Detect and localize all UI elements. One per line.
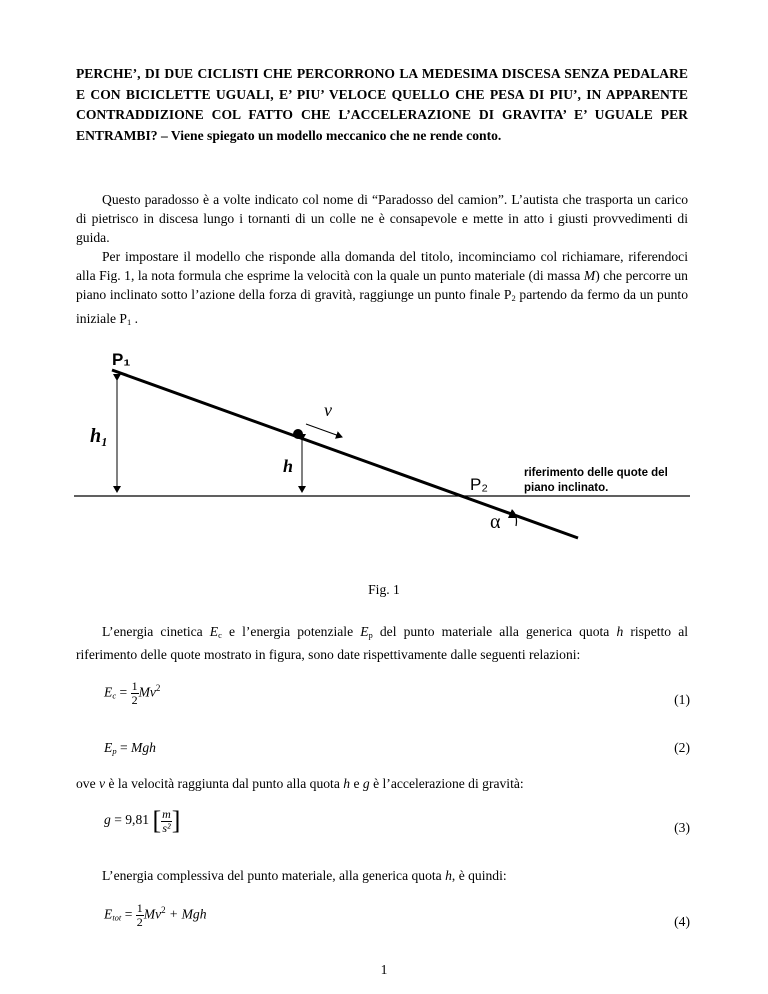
eq1-den: 2 — [131, 693, 138, 707]
p4-g-symbol: g — [362, 776, 370, 791]
p3-ec-sub: c — [218, 630, 222, 640]
equation-1 — [104, 680, 160, 707]
eq2-equals: = — [116, 740, 132, 755]
p4-text-a: ove — [76, 776, 100, 791]
eq4-fraction — [136, 902, 144, 929]
paragraph-1 — [76, 190, 688, 248]
p3-text-b: e l’energia potenziale — [221, 624, 361, 639]
paragraph-5 — [76, 866, 688, 885]
figure-caption: Fig. 1 — [368, 582, 400, 597]
p2-text-b: ) che percorre un piano inclinato sotto l’azione della forza di gravità, raggiunge un punto finale — [76, 268, 688, 303]
p4-text-d: è l’accelerazione di gravità: — [369, 776, 524, 791]
eq3-fraction — [161, 808, 172, 835]
p2-text-d: . — [131, 310, 139, 326]
eq1-fraction — [131, 680, 139, 707]
p2-text-a: Per impostare il modello che risponde alla domanda del titolo, incominciamo col richiamare, riferendoci alla Fig. 1, la nota formula che esprime la velocità con la quale un punto materiale (di massa — [76, 249, 688, 284]
p5-text-a: L’energia complessiva del punto materiale, alla generica quota — [102, 868, 446, 883]
equation-4 — [104, 902, 207, 929]
label-alpha: α — [490, 511, 501, 533]
p3-text-d: rispetto al riferimento delle quote mostrato in figura, sono date rispettivamente dalle seguenti relazioni: — [76, 624, 689, 663]
page-number: 1 — [380, 962, 388, 977]
p2-point-p2: P — [503, 287, 512, 303]
p2-point-p2-sub: 2 — [511, 293, 516, 304]
velocity-arrow — [306, 424, 342, 437]
eq3-den: s² — [162, 820, 171, 835]
p5-h-symbol: h — [445, 868, 452, 883]
eq1-lhs: E — [104, 684, 113, 700]
p3-ep-symbol: E — [360, 624, 369, 639]
eq4-den: 2 — [136, 915, 143, 929]
label-h: h — [283, 456, 294, 476]
eq2-rhs: Mgh — [131, 740, 156, 755]
eq3-left-bracket: [ — [152, 806, 162, 835]
p5-text-b: , è quindi: — [451, 868, 507, 883]
equation-4-number: (4) — [674, 914, 690, 929]
eq4-sup: 2 — [161, 905, 166, 916]
equation-3-number: (3) — [674, 820, 690, 835]
paragraph-2 — [76, 247, 688, 332]
eq4-sub: tot — [112, 912, 122, 923]
p4-text-b: è la velocità raggiunta dal punto alla quota — [105, 776, 344, 791]
equation-3 — [104, 806, 180, 836]
inclined-plane-figure — [0, 350, 768, 560]
paragraph-1-text: Questo paradosso è a volte indicato col nome di “Paradosso del camion”. L’autista che trasporta un carico di pietrisco in discesa lungo i tornanti di un colle ne è consapevole e mette in atto i giusti provvedimenti di guida. — [76, 192, 688, 246]
equation-2 — [104, 740, 156, 756]
eq3-lhs: g — [104, 812, 111, 828]
inclined-plane-line — [112, 370, 578, 538]
eq1-sup: 2 — [155, 683, 161, 694]
p2-point-p1: P — [119, 310, 127, 326]
material-point — [293, 429, 303, 439]
paper-title — [76, 64, 688, 146]
eq4-rhs2: + Mgh — [165, 906, 207, 922]
label-p2: P₂ — [470, 475, 488, 494]
label-h1: h₁ — [90, 425, 109, 447]
p2-mass-symbol: M — [583, 268, 596, 284]
p4-v-symbol: v — [99, 776, 106, 791]
equation-2-number: (2) — [674, 740, 690, 755]
reference-note-line-1: riferimento delle quote del — [524, 467, 668, 479]
paragraph-3 — [76, 622, 688, 664]
eq4-lhs: E — [104, 906, 113, 922]
reference-note-line-2: piano inclinato. — [524, 482, 609, 494]
eq2-sub: p — [112, 746, 117, 756]
p4-text-c: e — [350, 776, 363, 791]
title-bold: PERCHE’, DI DUE CICLISTI CHE PERCORRONO LA MEDESIMA DISCESA SENZA PEDALARE E CON BICICLETTE UGUALI, E’ PIU’ VELOCE QUELLO CHE PESA DI PIU’, IN APPARENTE CONTRADDIZIONE COL FATTO CHE L’ACCELERAZIONE DI GRAVITA’ E’ UGUALE PER ENTRAMBI? — [76, 66, 688, 143]
paragraph-4 — [76, 774, 688, 793]
p3-h-symbol: h — [616, 624, 624, 639]
label-p1: P₁ — [112, 350, 131, 369]
p3-ep-sub: p — [368, 630, 373, 640]
p2-text-c: partendo da fermo da un punto iniziale — [76, 287, 688, 326]
label-v: v — [324, 400, 332, 420]
eq3-num: m — [162, 806, 171, 821]
eq3-value: = 9,81 — [110, 812, 153, 828]
eq3-right-bracket: ] — [171, 806, 181, 835]
p2-point-p1-sub: 1 — [126, 316, 132, 327]
p3-text-c: del punto materiale alla generica quota — [372, 624, 617, 639]
p3-text-a: L’energia cinetica — [102, 624, 210, 639]
eq1-equals: = — [116, 684, 131, 700]
eq1-sub: c — [112, 690, 117, 701]
title-tail: – Viene spiegato un modello meccanico che ne rende conto. — [157, 127, 502, 143]
p3-ec-symbol: E — [209, 624, 219, 639]
eq4-equals: = — [121, 906, 136, 922]
eq1-rhs: Mv — [138, 684, 156, 700]
eq4-num: 1 — [136, 901, 143, 915]
eq4-rhs: Mv — [143, 906, 162, 922]
equation-1-number: (1) — [674, 692, 690, 707]
p4-h-symbol: h — [343, 776, 351, 791]
eq1-num: 1 — [131, 679, 138, 693]
eq2-lhs: E — [104, 740, 113, 755]
